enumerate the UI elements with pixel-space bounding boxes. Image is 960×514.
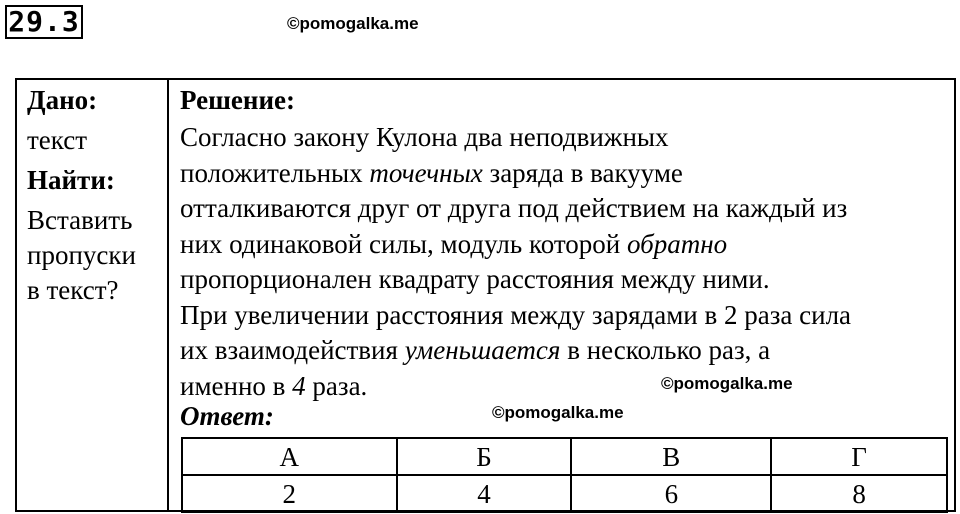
find-text	[27, 203, 163, 308]
solution-heading: Решение:	[180, 85, 295, 115]
find-heading: Найти:	[27, 165, 115, 195]
solution-line: них одинаковой силы, модуль которой обратно	[180, 228, 728, 259]
solution-table	[15, 78, 956, 512]
answer-heading: Ответ:	[180, 401, 274, 431]
answer-header-row	[182, 438, 947, 475]
solution-column	[180, 80, 950, 432]
watermark: ©pomogalka.me	[492, 403, 624, 422]
answer-header-cell: Г	[771, 438, 947, 475]
solution-line: Согласно закону Кулона два неподвижных	[180, 122, 669, 152]
answer-value-cell: 8	[771, 475, 947, 512]
find-line: в текст?	[27, 275, 119, 305]
answer-value-cell: 4	[397, 475, 572, 512]
answer-header-cell: А	[182, 438, 397, 475]
answer-value-cell: 6	[571, 475, 771, 512]
column-divider	[167, 80, 169, 510]
answer-header-cell: В	[571, 438, 771, 475]
find-line: Вставить	[27, 205, 133, 235]
solution-line: именно в 4 раза.	[180, 370, 368, 401]
answer-value-row	[182, 475, 947, 512]
problem-number: 29.3	[5, 5, 83, 39]
solution-line: положительных точечных заряда в вакууме	[180, 157, 683, 188]
solution-line: пропорционален квадрату расстояния между ними.	[180, 264, 770, 294]
given-heading: Дано:	[27, 85, 98, 115]
given-column	[27, 80, 163, 308]
watermark: ©pomogalka.me	[661, 374, 793, 393]
solution-line: отталкиваются друг от друга под действием на каждый из	[180, 193, 848, 223]
solution-line: При увеличении расстояния между зарядами в 2 раза сила	[180, 299, 852, 330]
solution-line: их взаимодействия уменьшается в несколько раз, а	[180, 335, 771, 365]
watermark: ©pomogalka.me	[287, 14, 419, 33]
answer-header-cell: Б	[397, 438, 572, 475]
answer-value-cell: 2	[182, 475, 397, 512]
answer-table	[181, 437, 948, 513]
given-value: текст	[27, 125, 88, 155]
find-line: пропуски	[27, 240, 136, 270]
